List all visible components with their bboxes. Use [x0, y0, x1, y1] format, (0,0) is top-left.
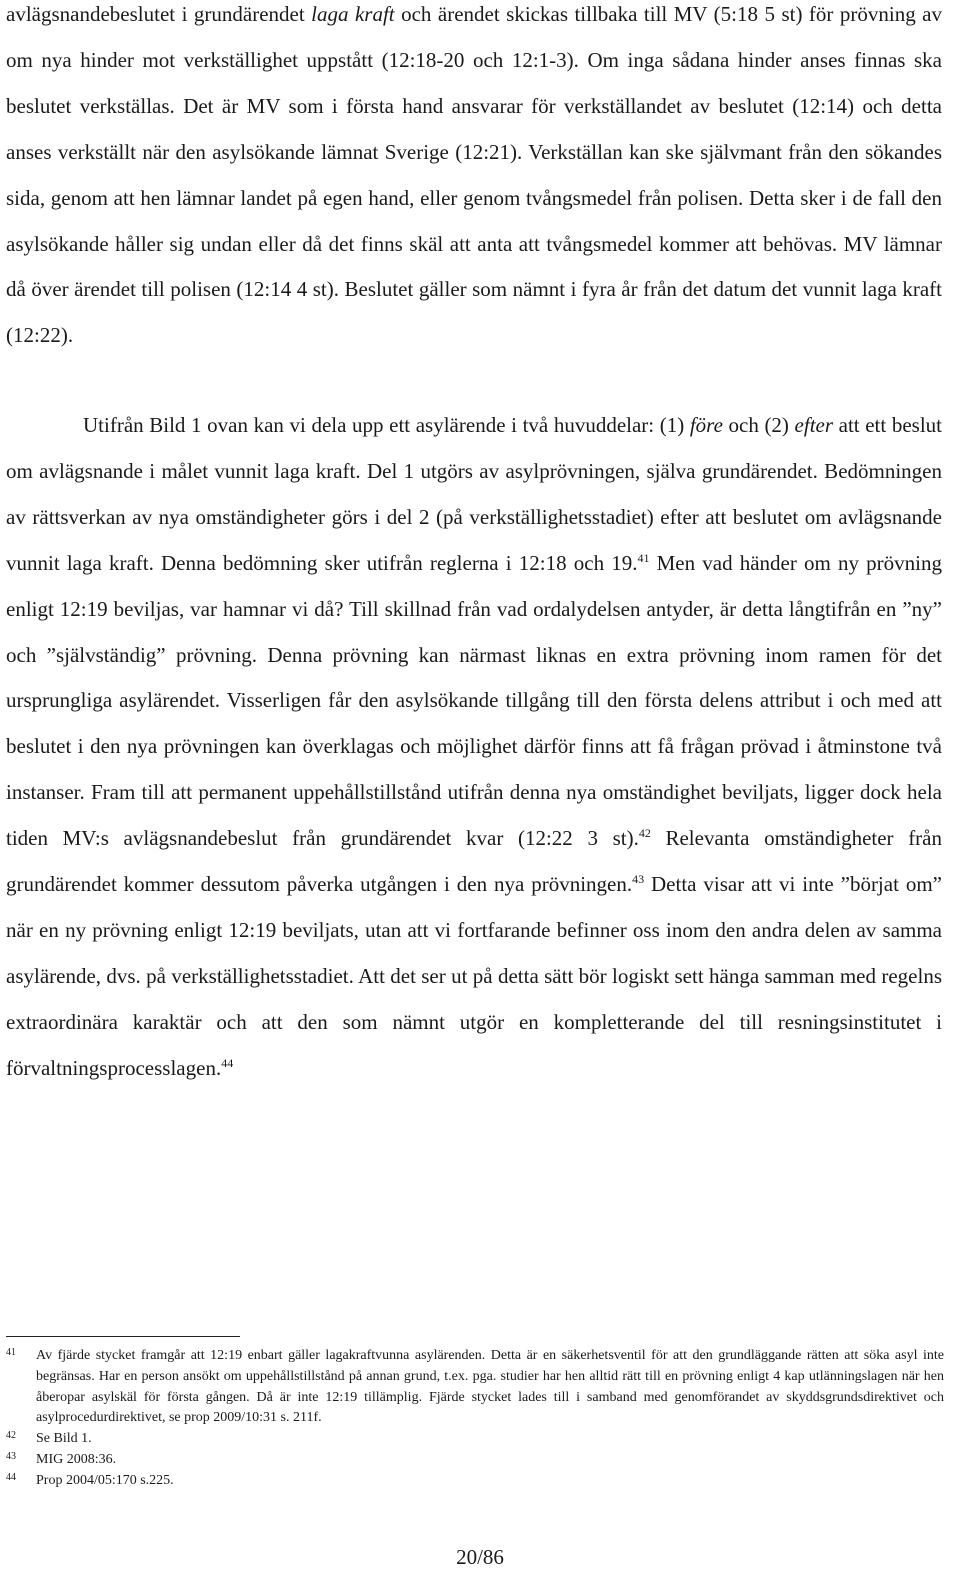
- footnote-item: [6, 1471, 944, 1492]
- body-paragraph: [6, 0, 942, 359]
- footnote-item: [6, 1450, 944, 1471]
- paragraph-text: att ett beslut om avlägsnande i målet vunnit laga kraft. Del 1 utgörs av asylprövningen, själva grundärendet. Bedömningen av rättsverkan av nya omständigheter görs i del 2 (på verkställighetsstadiet) efter att beslutet om avlägsnande vunnit laga kraft. Denna bedömning sker utifrån reglerna i 12:18 och 19.: [6, 413, 942, 575]
- footnote-item: [6, 1429, 944, 1450]
- footnote-text: Prop 2004/05:170 s.225.: [36, 1472, 174, 1488]
- page-number: 20/86: [456, 1545, 504, 1569]
- footnote-separator: [6, 1336, 240, 1337]
- italic-term: före: [689, 413, 723, 437]
- footnote-text: Se Bild 1.: [36, 1431, 92, 1447]
- footnote-number: 41: [6, 1347, 16, 1358]
- body-paragraph: [6, 403, 942, 1092]
- footnote-number: 43: [6, 1450, 16, 1462]
- italic-term: laga kraft: [311, 2, 395, 26]
- paragraph-text: Relevanta omständigheter från grundärendet kommer dessutom påverka utgången i den nya prövningen.: [6, 826, 942, 897]
- paragraph-text: Utifrån Bild 1 ovan kan vi dela upp ett asylärende i två huvuddelar: (1): [83, 413, 690, 437]
- footnote-number: 42: [6, 1430, 16, 1442]
- paragraph-text: och ärendet skickas tillbaka till MV (5:18 5 st) för prövning av om nya hinder mot verkställighet uppstått (12:18-20 och 12:1-3). Om inga sådana hinder anses finnas ska beslutet verkställas. Det är MV som i första hand ansvarar för verkställandet av beslutet (12:14) och detta anses verkställt när den asylsökande lämnat Sverige (12:21). Verkställan kan ske självmant från den sökandes sida, genom att hen lämnar landet på egen hand, eller genom tvångsmedel från polisen. Detta sker i de fall den asylsökande håller sig undan eller då det finns skäl att anta att tvångsmedel kommer att behövas. MV lämnar då över ärendet till polisen (12:14 4 st). Beslutet gäller som nämnt i fyra år från det datum det vunnit laga kraft (12:22).: [6, 2, 943, 348]
- footnote-text: Av fjärde stycket framgår att 12:19 enbart gäller lagakraftvunna asylärenden. Detta är en säkerhetsventil för att den grundläggande rätten att söka asyl inte begränsas. Har en person ansökt om uppehållstillstånd på annan grund, t.ex. pga. studier har hen alltid rätt till en prövning enligt 4 kap utlänningslagen när hen åberopar asylskäl för första gången. Då är inte 12:19 tillämplig. Fjärde stycket lades till i samband med genomförandet av skyddsgrundsdirektivet och asylprocedurdirektivet, se prop 2009/10:31 s. 211f.: [36, 1348, 944, 1426]
- footnote-reference[interactable]: 41: [637, 550, 650, 565]
- paragraph-text: och (2): [722, 413, 795, 437]
- paragraph-text: avlägsnandebeslutet i grundärendet: [6, 2, 312, 26]
- italic-term: efter: [794, 413, 834, 437]
- paragraph-text: Men vad händer om ny prövning enligt 12:19 beviljas, var hamnar vi då? Till skillnad från vad ordalydelsen antyder, är detta långtifrån en ”ny” och ”självständig” prövning. Denna prövning kan närmast liknas en extra prövning inom ramen för det ursprungliga asylärendet. Visserligen får den asylsökande tillgång till den första delens attribut i och med att beslutet i den nya prövningen kan överklagas och möjlighet därför finns att få frågan prövad i åtminstone två instanser. Fram till att permanent uppehållstillstånd utifrån denna nya omständighet beviljats, ligger dock hela tiden MV:s avlägsnandebeslut från grundärendet kvar (12:22 3 st).: [6, 550, 942, 851]
- footnote-list: [6, 1346, 944, 1492]
- footnote-reference[interactable]: 43: [632, 872, 645, 887]
- footnote-reference[interactable]: 44: [221, 1055, 234, 1070]
- footnote-text: MIG 2008:36.: [36, 1451, 117, 1467]
- footnote-number: 44: [6, 1471, 16, 1483]
- footnote-item: [6, 1346, 944, 1429]
- paragraph-text: Detta visar att vi inte ”börjat om” när en ny prövning enligt 12:19 beviljats, utan att vi fortfarande befinner oss inom den andra delen av samma asylärende, dvs. på verkställighetsstadiet. Att det ser ut på detta sätt bör logiskt sett hänga samman med regelns extraordinära karaktär och att den som nämnt utgör en kompletterande del till resningsinstitutet i förvaltningsprocesslagen.: [6, 872, 942, 1080]
- footnote-reference[interactable]: 42: [638, 826, 651, 841]
